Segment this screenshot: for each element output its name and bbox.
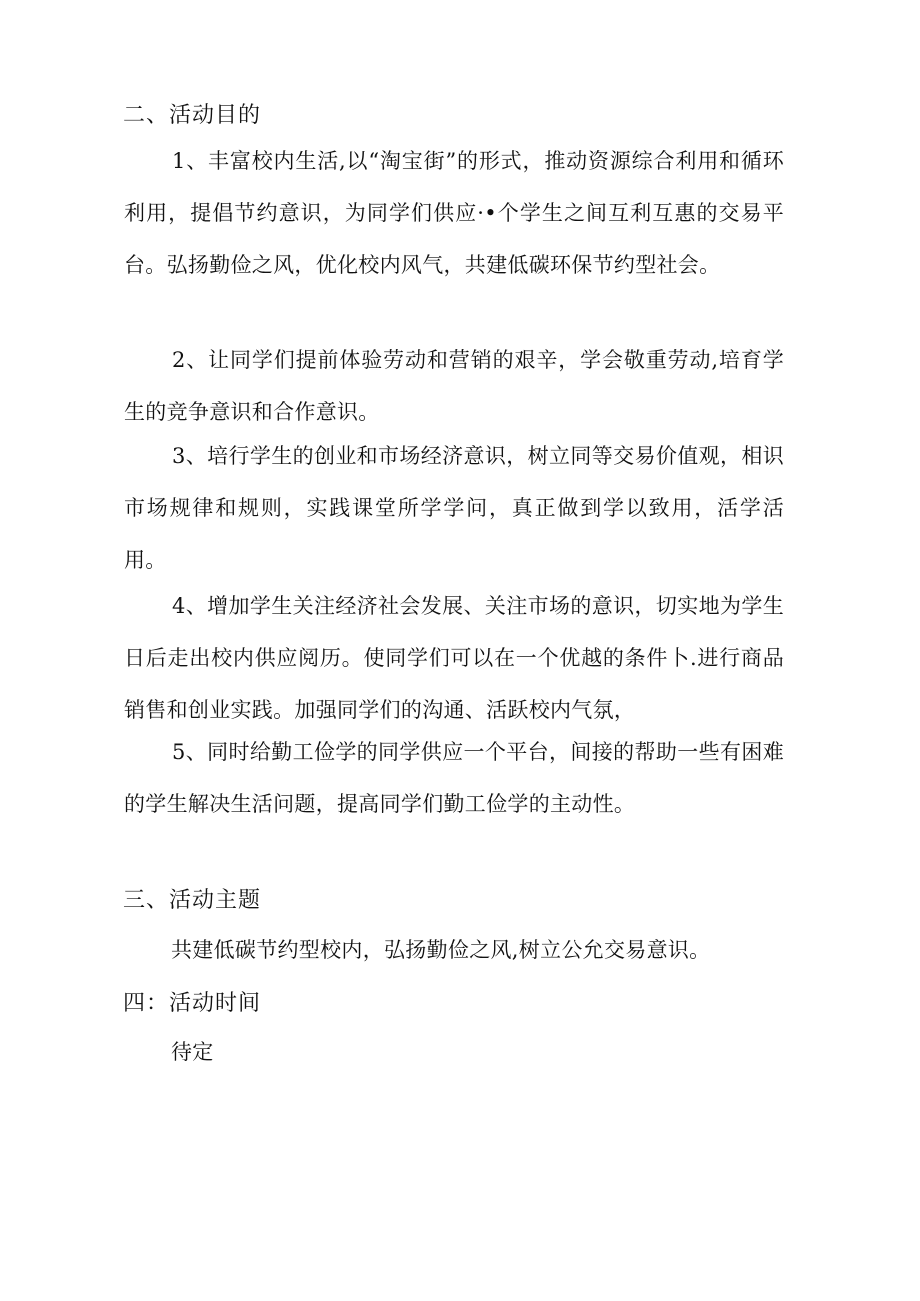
time-text: 待定 <box>171 1040 214 1064</box>
purpose-item-4: 4、增加学生关注经济社会发展、关注市场的意识，切实地为学生日后走出校内供应阅历。使同学们可以在一个优越的条件卜.进行商品销售和创业实践。加强同学们的沟通、活跃校内气氛， <box>124 594 784 722</box>
section-heading-time: 四：活动时间 <box>123 991 262 1016</box>
purpose-item-3: 3、培行学生的创业和市场经济意识，树立同等交易价值观，相识市场规律和规则，实践课堂所学学问，真正做到学以致用，活学活用。 <box>124 444 784 572</box>
section-heading-purpose: 二、活动目的 <box>123 103 262 128</box>
purpose-item-5: 5、同时给勤工俭学的同学供应一个平台，间接的帮助一些有困难的学生解决生活问题，提高同学们勤工俭学的主动性。 <box>124 740 784 816</box>
purpose-item-1: 1、丰富校内生活,以“淘宝街”的形式，推动资源综合利用和循环利用，提倡节约意识，为同学们供应·•个学生之间互利互惠的交易平台。弘扬勤俭之风，优化校内风气，共建低碳环保节约型社会。 <box>124 149 784 277</box>
theme-text: 共建低碳节约型校内，弘扬勤俭之风,树立公允交易意识。 <box>171 938 711 962</box>
purpose-item-2: 2、让同学们提前体验劳动和营销的艰辛，学会敬重劳动,培育学生的竞争意识和合作意识。 <box>124 348 784 424</box>
section-heading-theme: 三、活动主题 <box>123 888 262 913</box>
